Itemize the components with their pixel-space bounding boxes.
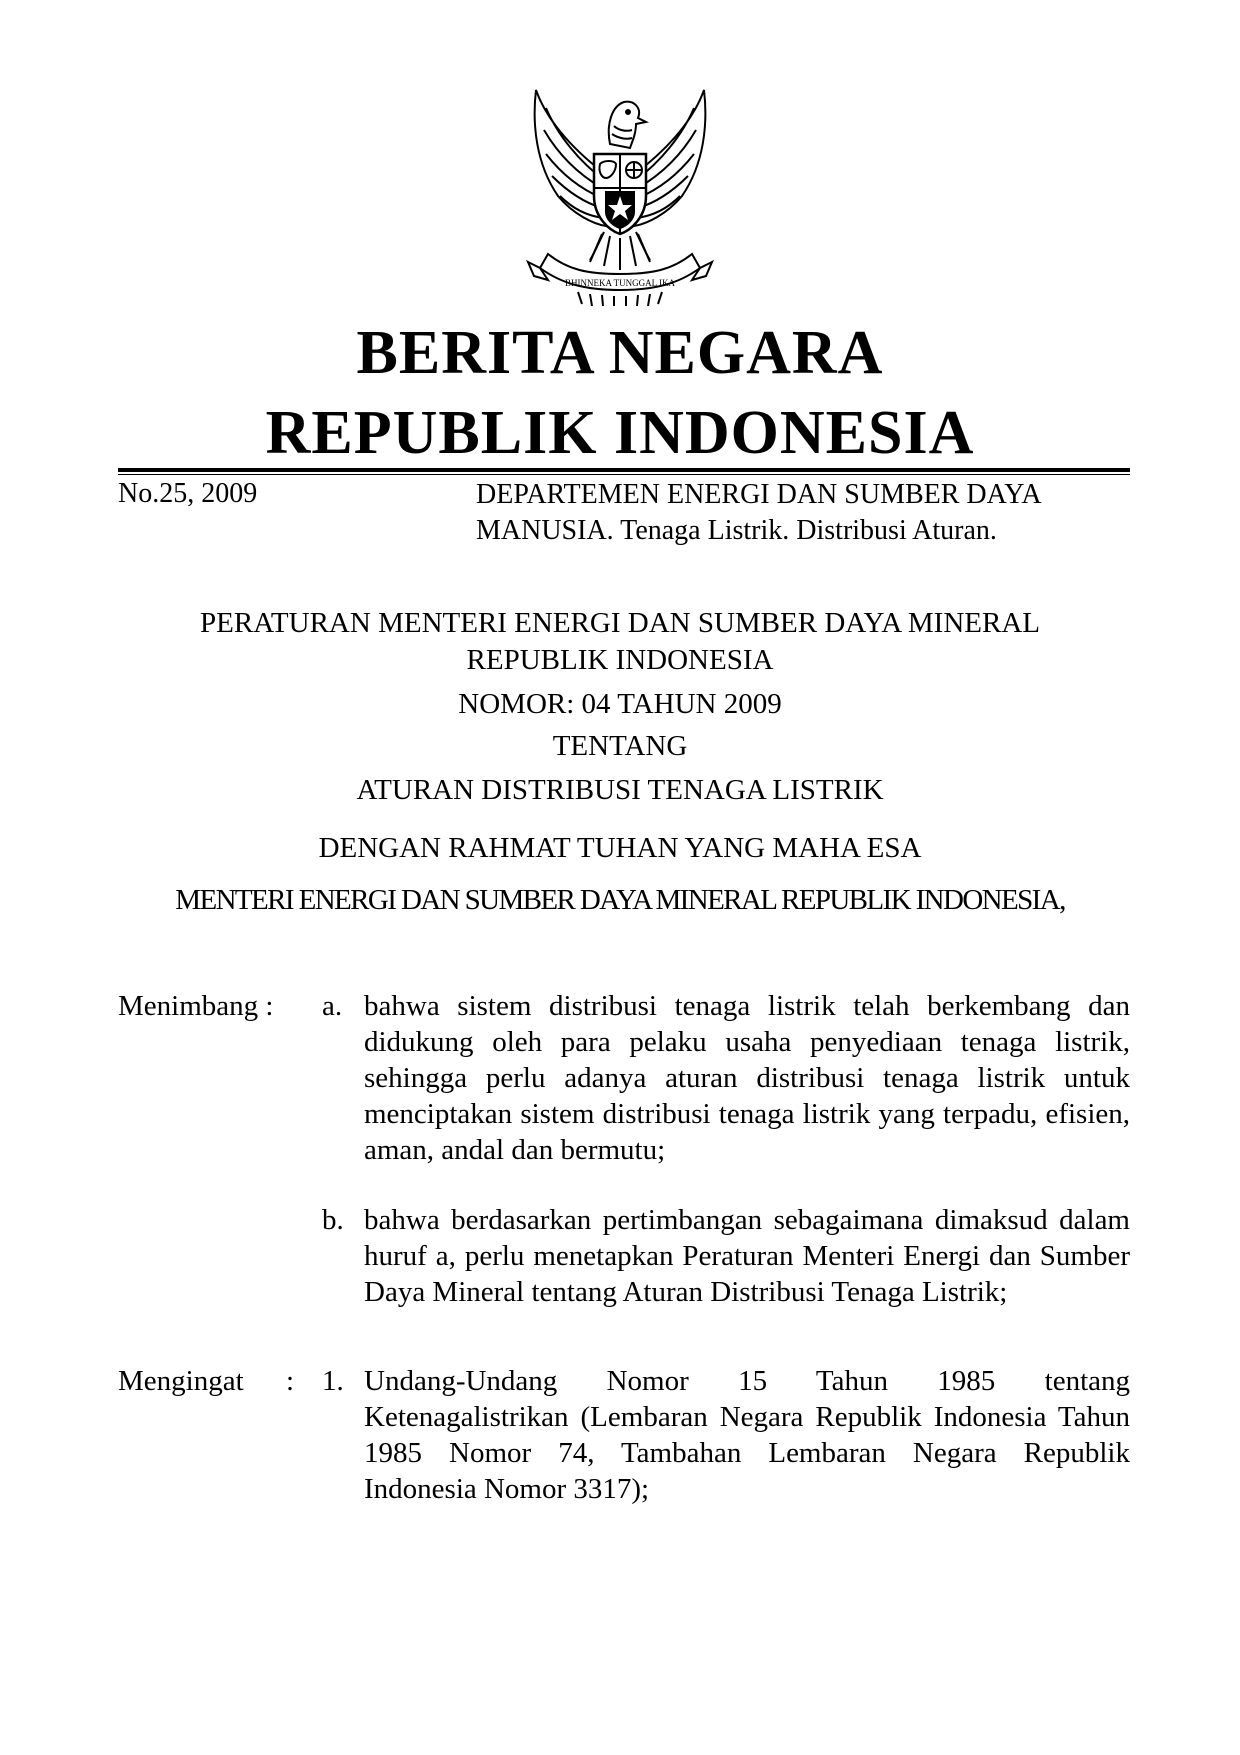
svg-text:BHINNEKA TUNGGAL IKA: BHINNEKA TUNGGAL IKA [565,278,675,288]
mengingat-label: Mengingat [118,1365,244,1397]
regulation-title-line2: REPUBLIK INDONESIA [466,644,774,676]
issue-number: No.25, 2009 [118,478,258,509]
regulation-subject: ATURAN DISTRIBUSI TENAGA LISTRIK [356,774,884,806]
regulation-authority: MENTERI ENERGI DAN SUMBER DAYA MINERAL REPUBLIK INDONESIA, [175,884,1065,916]
mengingat-colon: : [286,1365,295,1397]
mengingat-item-marker: 1. [322,1365,344,1397]
masthead-rule-thick [118,468,1130,472]
regulation-invocation: DENGAN RAHMAT TUHAN YANG MAHA ESA [318,832,922,864]
menimbang-item-text: bahwa berdasarkan pertimbangan sebagaimana dimaksud dalam huruf a, perlu menetapkan Peraturan Menteri Energi dan Sumber Daya Mineral tentang Aturan Distribusi Tenaga Listrik; [364,1204,1130,1308]
menimbang-item-marker: b. [322,1204,344,1236]
masthead-rule-thin [118,474,1130,475]
masthead-title: BERITA NEGARA [356,319,884,387]
menimbang-item-text: bahwa sistem distribusi tenaga listrik telah berkembang dan didukung oleh para pelaku usaha penyediaan tenaga listrik, sehingga perlu adanya aturan distribusi tenaga listrik untuk menciptakan sistem distribusi tenaga listrik yang terpadu, efisien, aman, andal dan bermutu; [364,990,1130,1166]
regulation-number: NOMOR: 04 TAHUN 2009 [458,688,782,720]
garuda-pancasila-emblem [518,84,722,306]
regulation-title-line1: PERATURAN MENTERI ENERGI DAN SUMBER DAYA MINERAL [200,607,1040,639]
issue-description: DEPARTEMEN ENERGI DAN SUMBER DAYA MANUSIA. Tenaga Listrik. Distribusi Aturan. [476,479,1041,546]
mengingat-item-text: Undang-Undang Nomor 15 Tahun 1985 tentang Ketenagalistrikan (Lembaran Negara Republik Indonesia Tahun 1985 Nomor 74, Tambahan Lembaran Negara Republik Indonesia Nomor 3317); [364,1365,1130,1505]
regulation-about: TENTANG [552,730,688,762]
menimbang-label: Menimbang : [118,990,274,1022]
masthead-subtitle: REPUBLIK INDONESIA [265,399,975,467]
menimbang-item-marker: a. [322,990,343,1022]
